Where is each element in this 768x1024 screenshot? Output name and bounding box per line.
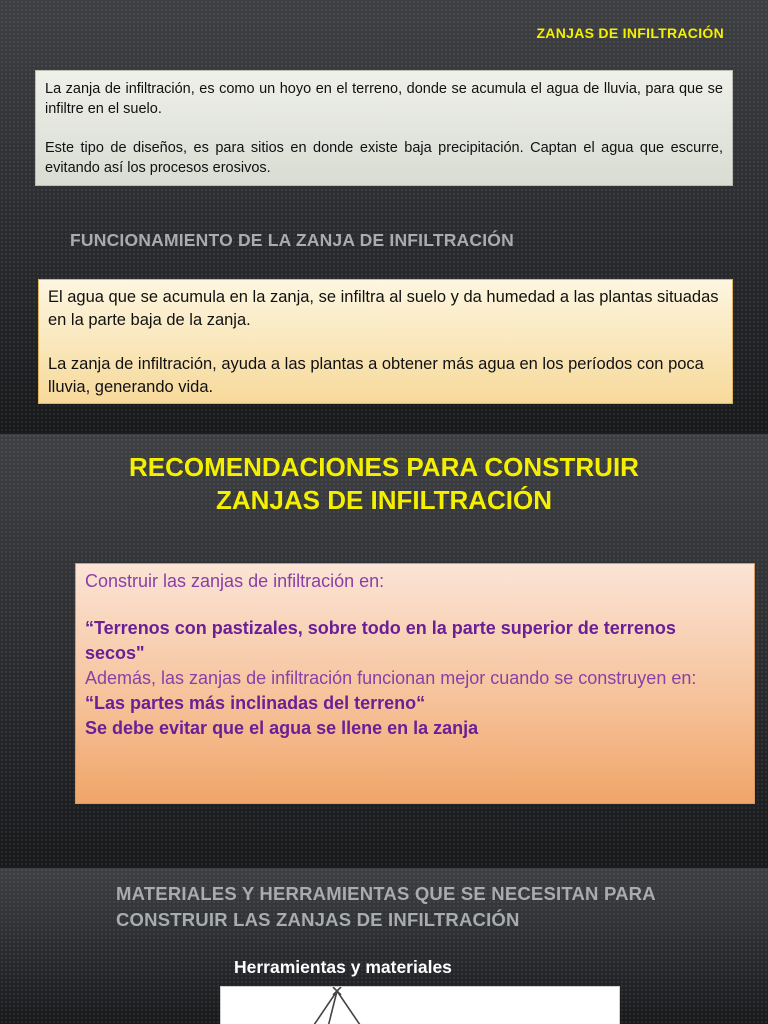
- slide-recomendaciones: [0, 434, 768, 866]
- section-heading-funcionamiento: FUNCIONAMIENTO DE LA ZANJA DE INFILTRACIÓN: [70, 230, 514, 250]
- function-textbox: [38, 279, 733, 404]
- recommendation-warning: Se debe evitar que el agua se llene en la zanja: [85, 718, 479, 738]
- recommendation-note: Además, las zanjas de infiltración funcionan mejor cuando se construyen en:: [85, 668, 697, 688]
- recommendation-intro: Construir las zanjas de infiltración en:: [85, 571, 385, 591]
- a-frame-level-icon: [221, 987, 621, 1024]
- function-paragraph-2: La zanja de infiltración, ayuda a las plantas a obtener más agua en los períodos con poca lluvia, generando vida.: [48, 355, 704, 396]
- slide-title-line-2: ZANJAS DE INFILTRACIÓN: [215, 485, 553, 515]
- slide-title-line-1: RECOMENDACIONES PARA CONSTRUIR: [129, 452, 639, 482]
- intro-paragraph-1: La zanja de infiltración, es como un hoyo en el terreno, donde se acumula el agua de lluvia, para que se infiltre en el suelo.: [45, 81, 723, 117]
- intro-paragraph-2: Este tipo de diseños, es para sitios en donde existe baja precipitación. Captan el agua que escurre, evitando así los procesos erosivos.: [45, 140, 723, 176]
- slide-zanjas-intro: [0, 0, 768, 432]
- slide-materiales: [0, 868, 768, 1024]
- recommendation-quote-2: “Las partes más inclinadas del terreno“: [85, 693, 426, 713]
- slide-title: [0, 451, 768, 517]
- tools-illustration: [220, 986, 620, 1024]
- recommendations-textbox: [75, 563, 755, 804]
- intro-textbox: [35, 70, 733, 186]
- recommendation-quote-1: “Terrenos con pastizales, sobre todo en la parte superior de terrenos: [85, 618, 676, 638]
- materials-heading: MATERIALES Y HERRAMIENTAS QUE SE NECESITAN PARA CONSTRUIR LAS ZANJAS DE INFILTRACIÓN: [116, 883, 656, 930]
- function-paragraph-1: El agua que se acumula en la zanja, se infiltra al suelo y da humedad a las plantas situadas en la parte baja de la zanja.: [48, 288, 719, 329]
- materials-subheading: Herramientas y materiales: [234, 957, 452, 977]
- slide-header: ZANJAS DE INFILTRACIÓN: [536, 25, 724, 41]
- recommendation-quote-1-end: secos": [85, 643, 145, 663]
